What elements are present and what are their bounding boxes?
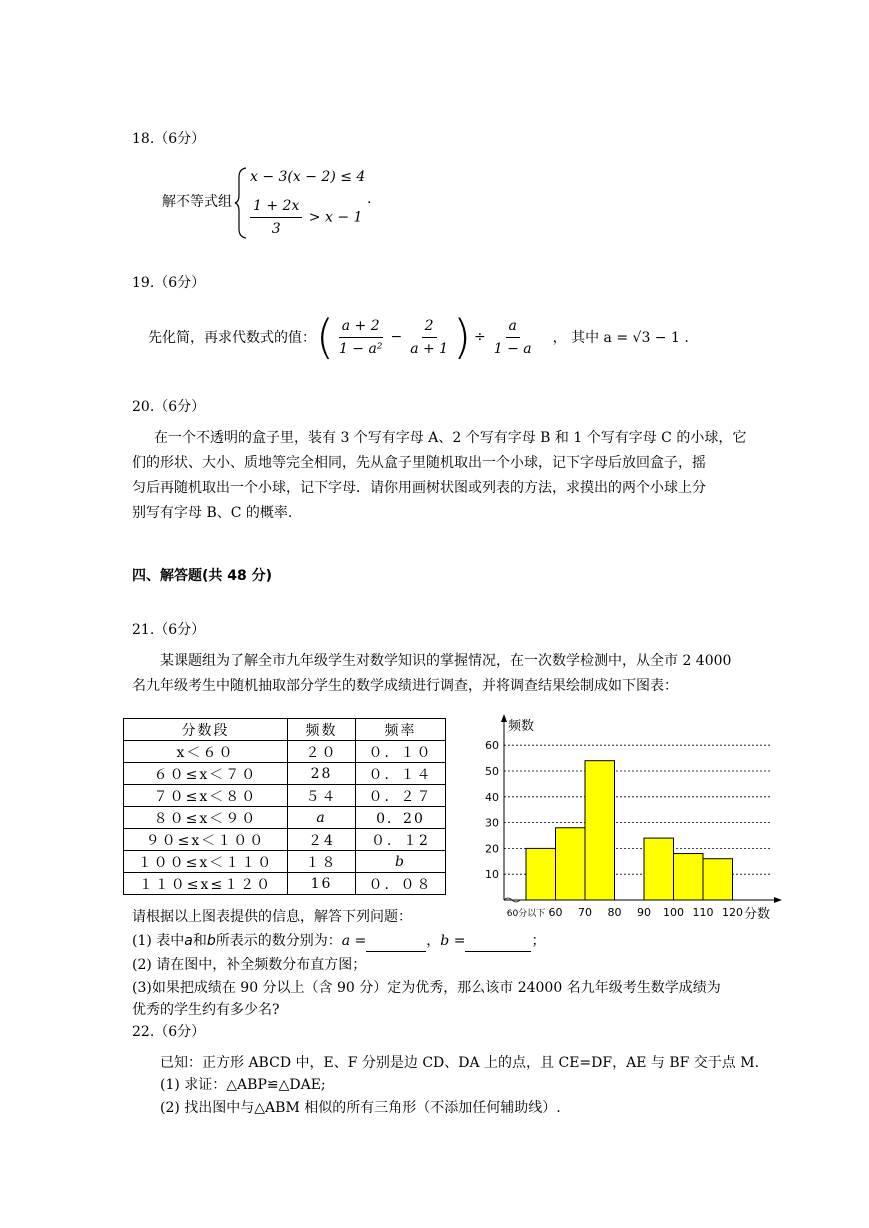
x-tick-label: 70 <box>578 906 592 919</box>
q21-header: 21.（6分） <box>132 622 206 638</box>
q21-sub1-pre: (1) 表中 <box>132 933 185 949</box>
table-row <box>124 829 446 851</box>
table-cell: ５４ <box>288 785 356 807</box>
q18-ineq2-rest: > x − 1 <box>308 209 363 226</box>
left-brace-icon <box>234 167 248 239</box>
y-tick-label: 50 <box>485 765 499 778</box>
q22-line-3: (2) 找出图中与△ABM 相似的所有三角形（不添加任何辅助线）. <box>160 1100 561 1116</box>
x-tick-label: 120 <box>722 906 743 919</box>
table-cell: ０．２７ <box>356 785 446 807</box>
x-tick-label: 90 <box>637 906 651 919</box>
x-tick-label: 80 <box>607 906 622 919</box>
table-cell: ０．１2 <box>356 829 446 851</box>
table-cell: x＜６０ <box>124 741 288 763</box>
histogram-bar <box>703 859 733 900</box>
y-tick-label: 10 <box>485 868 499 882</box>
table-row <box>124 741 446 763</box>
q18-ineq2-den: 3 <box>271 221 281 237</box>
table-cell: ２０ <box>288 741 356 763</box>
table-cell: ９０≤x＜１００ <box>124 829 288 851</box>
x-axis-title: 分数 <box>744 907 771 922</box>
table-cell: a <box>288 807 356 829</box>
q21-intro-2: 名九年级考生中随机抽取部分学生的数学成绩进行调查，并将调查结果绘制成如下图表： <box>132 678 678 694</box>
table-cell: 0．20 <box>356 807 446 829</box>
histogram-bar <box>644 838 674 900</box>
table-cell: １８ <box>288 851 356 873</box>
q19-f3-num: a <box>506 317 520 338</box>
table-header: 分数段 <box>124 719 288 741</box>
q20-line-3: 匀后再随机取出一个小球，记下字母．请你用画树状图或列表的方法，求摸出的两个小球上分 <box>132 480 706 496</box>
right-paren-icon: ) <box>453 310 472 364</box>
answer-blank-a[interactable] <box>366 935 426 952</box>
table-row <box>124 763 446 785</box>
q18-end: . <box>367 191 372 207</box>
y-axis-arrow-icon <box>501 714 507 722</box>
q21-sub1-b: b <box>206 933 216 949</box>
table-cell: ０．１０ <box>356 741 446 763</box>
x-tick-label: 100 <box>663 906 684 919</box>
table-row <box>124 873 446 895</box>
table-cell: ７０≤x＜８０ <box>124 785 288 807</box>
x-tick-label: 60分以下 <box>506 909 546 919</box>
histogram-bar <box>674 854 704 900</box>
q19-div: ÷ <box>474 329 486 345</box>
q22-header: 22.（6分） <box>132 1024 206 1040</box>
histogram-bar <box>526 848 556 900</box>
q19-f3-den: 1 − a <box>493 340 532 357</box>
q20-header: 20.（6分） <box>132 399 206 415</box>
q19-minus: − <box>390 329 403 345</box>
q19-expression <box>148 312 689 362</box>
y-axis-title: 频数 <box>508 719 535 734</box>
q20-line-4: 别写有字母 B、C 的概率. <box>132 505 293 521</box>
q18-ineq2 <box>248 197 362 238</box>
frequency-table-wrap <box>123 718 446 895</box>
table-cell: ０．０８ <box>356 873 446 895</box>
q21-sub2: (2) 请在图中，补全频数分布直方图； <box>132 957 367 973</box>
q21-sub1-beq: b = <box>440 933 466 949</box>
x-tick-label: 60 <box>548 906 563 919</box>
q18-prompt: 解不等式组 <box>162 194 232 210</box>
q21-sub1 <box>132 930 545 952</box>
section-4-title: 四、解答题(共 48 分) <box>132 568 273 584</box>
frequency-table <box>123 718 446 895</box>
x-axis-arrow-icon <box>774 897 782 903</box>
q19-f2-num: 2 <box>422 317 437 338</box>
y-tick-label: 40 <box>485 790 499 804</box>
answer-blank-b[interactable] <box>465 935 531 952</box>
table-cell: 16 <box>288 873 356 895</box>
q21-sub1-mid: 所表示的数分别为： <box>215 933 342 949</box>
histogram-bar <box>556 828 586 900</box>
table-cell: １１０≤x≤１２０ <box>124 873 288 895</box>
q18-ineq2-num: 1 + 2x <box>250 197 302 218</box>
q19-f2-den: a + 1 <box>410 340 449 357</box>
q22-line-1: 已知：正方形 ABCD 中，E、F 分别是边 CD、DA 上的点，且 CE=DF，AE 与 BF 交于点 M. <box>160 1055 760 1071</box>
table-row <box>124 851 446 873</box>
left-paren-icon: ( <box>316 310 334 364</box>
q21-sub1-end: ； <box>531 933 546 949</box>
histogram-chart <box>470 712 790 924</box>
y-tick-label: 20 <box>485 842 499 856</box>
table-cell: １００≤x＜１１０ <box>124 851 288 873</box>
q18-header: 18.（6分） <box>132 131 206 147</box>
q19-prompt: 先化简，再求代数式的值： <box>148 330 316 346</box>
q21-sub1-comma: ， <box>426 933 441 949</box>
q20-line-2: 们的形状、大小、质地等完全相同，先从盒子里随机取出一个小球，记下字母后放回盒子，摇 <box>132 455 706 471</box>
q21-sub1-a: a <box>184 933 193 949</box>
table-cell: b <box>356 851 446 873</box>
table-cell: 28 <box>288 763 356 785</box>
q19-f1-den: 1 − a² <box>338 340 383 357</box>
q21-sub1-aeq: a = <box>341 933 367 949</box>
q21-after-1: 请根据以上图表提供的信息，解答下列问题： <box>132 909 412 925</box>
table-cell: ２4 <box>288 829 356 851</box>
q21-sub3-line-2: 优秀的学生约有多少名? <box>132 1002 280 1018</box>
q18-ineq1: x − 3(x − 2) ≤ 4 <box>250 169 366 185</box>
q19-tail: ， 其中 a = √3 − 1 . <box>552 330 689 346</box>
table-row <box>124 785 446 807</box>
y-tick-label: 60 <box>485 739 499 753</box>
q21-intro-1: 某课题组为了解全市九年级学生对数学知识的掌握情况，在一次数学检测中，从全市 2 4000 <box>160 653 732 669</box>
histogram-bar <box>585 761 615 900</box>
table-cell: ８０≤x＜９０ <box>124 807 288 829</box>
table-cell: ６０≤x＜７０ <box>124 763 288 785</box>
table-cell: ０．１４ <box>356 763 446 785</box>
q21-sub1-and: 和 <box>192 933 207 949</box>
x-tick-label: 110 <box>692 906 714 919</box>
y-tick-label: 30 <box>485 816 499 830</box>
histogram-bars <box>526 761 733 900</box>
q22-line-2: (1) 求证：△ABP≌△DAE; <box>160 1077 326 1093</box>
q19-header: 19.（6分） <box>132 275 206 291</box>
table-header: 频数 <box>288 719 356 741</box>
q19-f1-num: a + 2 <box>339 317 383 338</box>
q20-line-1: 在一个不透明的盒子里，装有 3 个写有字母 A、2 个写有字母 B 和 1 个写有字母 C 的小球，它 <box>154 430 747 446</box>
table-header: 频率 <box>356 719 446 741</box>
q21-sub3-line-1: (3)如果把成绩在 90 分以上（含 90 分）定为优秀，那么该市 24000 名九年级考生数学成绩为 <box>132 980 721 996</box>
table-row <box>124 807 446 829</box>
